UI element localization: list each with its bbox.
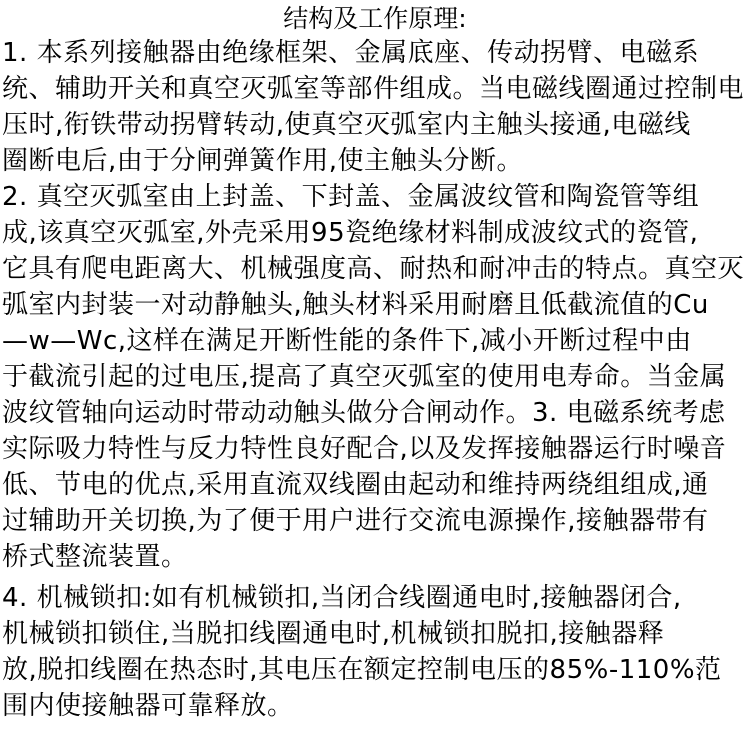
document-title: 结构及工作原理:	[283, 4, 467, 33]
text-line: 机械锁扣锁住,当脱扣线圈通电时,机械锁扣脱扣,接触器释	[2, 619, 665, 649]
text-line: 放,脱扣线圈在热态时,其电压在额定控制电压的85%-110%范	[2, 655, 722, 685]
text-line: 于截流引起的过电压,提高了真空灭弧室的使用电寿命。当金属	[2, 362, 727, 392]
text-line: 围内使接触器可靠释放。	[2, 691, 294, 721]
text-line: —w—Wc,这样在满足开断性能的条件下,减小开断过程中由	[2, 326, 692, 356]
text-line: 圈断电后,由于分闸弹簧作用,使主触头分断。	[2, 146, 524, 176]
text-line: 过辅助开关切换,为了便于用户进行交流电源操作,接触器带有	[2, 506, 709, 536]
text-line: 低、节电的优点,采用直流双线圈由起动和维持两绕组组成,通	[2, 470, 709, 500]
text-line: 成,该真空灭弧室,外壳采用95瓷绝缘材料制成波纹式的瓷管,	[2, 218, 699, 248]
text-line: 4. 机械锁扣:如有机械锁扣,当闭合线圈通电时,接触器闭合,	[2, 583, 682, 613]
text-line: 波纹管轴向运动时带动动触头做分合闸动作。3. 电磁系统考虑	[2, 398, 726, 428]
text-line: 实际吸力特性与反力特性良好配合,以及发挥接触器运行时噪音	[2, 434, 727, 464]
text-line: 桥式整流装置。	[2, 542, 188, 572]
text-line: 1. 本系列接触器由绝缘框架、金属底座、传动拐臂、电磁系	[2, 38, 700, 68]
text-line: 统、辅助开关和真空灭弧室等部件组成。当电磁线圈通过控制电	[2, 74, 745, 104]
text-line: 压时,衔铁带动拐臂转动,使真空灭弧室内主触头接通,电磁线	[2, 110, 691, 140]
text-line: 弧室内封装一对动静触头,触头材料采用耐磨且低截流值的Cu	[2, 290, 709, 320]
text-line: 它具有爬电距离大、机械强度高、耐热和耐冲击的特点。真空灭	[2, 254, 745, 284]
text-line: 2. 真空灭弧室由上封盖、下封盖、金属波纹管和陶瓷管等组	[2, 182, 700, 212]
